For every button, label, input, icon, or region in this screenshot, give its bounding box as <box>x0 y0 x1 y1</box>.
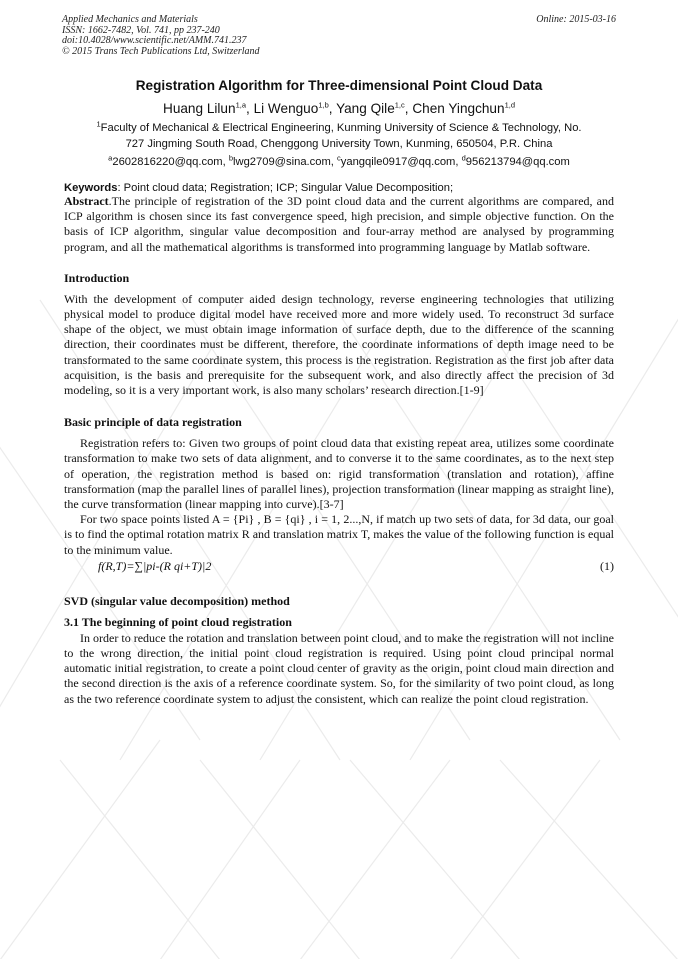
author-name: Chen Yingchun <box>412 101 505 116</box>
section-heading-svd: SVD (singular value decomposition) method <box>64 593 290 608</box>
author-sup: 1,c <box>394 100 405 110</box>
author-sup: 1,b <box>318 100 329 110</box>
basic-paragraph-2: For two space points listed A = {Pi} , B = {qi} , i = 1, 2...,N, if match up two sets of data, for 3d data, our goal is to find the optimal rotation matrix R and translation matrix T, makes the value of the following function is equal to the minimum value. <box>64 512 614 557</box>
email-link[interactable]: 2602816220@qq.com, <box>112 156 229 168</box>
section-heading-basic-principle: Basic principle of data registration <box>64 415 242 430</box>
paper-title: Registration Algorithm for Three-dimensional Point Cloud Data <box>135 78 543 93</box>
journal-name: Applied Mechanics and Materials <box>62 14 198 25</box>
author-sup: 1,a <box>235 100 246 110</box>
equation-number: (1) <box>600 558 614 573</box>
keywords-text: : Point cloud data; Registration; ICP; Singular Value Decomposition; <box>117 182 454 194</box>
svd-paragraph: In order to reduce the rotation and translation between point cloud, and to make the registration will not incline to the wrong direction, the initial point cloud registration is required. Using point cloud principal normal automatic initial registration, to create a point cloud center of gravity as the origin, point cloud main direction and the second direction is the axis of a reference coordinate system. So, for the similarity of two point cloud, as long as the two reference coordinate system to adjust the consistent, which can realize the point cloud registration. <box>64 630 614 706</box>
equation-expression: f(R,T)=∑|pi-(R qi+T)|2 <box>98 558 212 573</box>
introduction-paragraph: With the development of computer aided design technology, reverse engineering technologies that utilizing physical model to produce digital model have received more and more widely used. To reconstruct 3d surface shape of the object, we must obtain image information of surface depth, due to the difference of the scanning direction, their coordinates must be different, therefore, the coordinate informations of depth image need to be transformated to the same coordinate system, this process is the registration. Registration as the first job after data acquisition, is the basis and prerequisite for the subsequent work, and also directly affect the precision of 3d modeling, so it is a very important work, is also many scholars’ research direction.[1-9] <box>64 291 614 398</box>
email-sup: a <box>108 153 113 163</box>
journal-header <box>62 15 260 57</box>
equation-1 <box>64 558 614 574</box>
issn-line: ISSN: 1662-7482, Vol. 741, pp 237-240 <box>62 24 220 36</box>
keywords <box>64 182 614 194</box>
author-sup: 1,d <box>504 100 515 110</box>
subsection-heading-3-1: 3.1 The beginning of point cloud registration <box>64 614 292 629</box>
email-link[interactable]: 956213794@qq.com <box>465 156 570 168</box>
email-sup: c <box>337 153 341 163</box>
abstract-text: .The principle of registration of the 3D point cloud data and the current algorithms are compared, and ICP algorithm is chosen since its fast convergence speed, high precision, and simple objective function. On the basis of ICP algorithm, singular value decomposition and four-array method are analysed by programming program, and all the mathematical algorithms is transformed into programming language by Matlab software. <box>64 194 614 254</box>
email-sup: b <box>228 153 233 163</box>
email-link[interactable]: lwg2709@sina.com, <box>233 156 338 168</box>
abstract <box>64 194 614 255</box>
copyright-line: © 2015 Trans Tech Publications Ltd, Switzerland <box>62 45 260 57</box>
affiliation <box>64 120 614 152</box>
keywords-label: Keywords <box>64 182 118 194</box>
online-date: Online: 2015-03-16 <box>536 14 616 25</box>
abstract-label: Abstract <box>64 194 109 208</box>
author-name: Huang Lilun <box>163 101 236 116</box>
basic-paragraph-1: Registration refers to: Given two groups of point cloud data that existing repeat area, utilizes some coordinate transformation to make two sets of data alignment, and to converse it to the same coordinates, as to the next step of operation, the registration method is based on: rigid transformation (translation and rotation), affine transformation (map the parallel lines of parallel lines), projection transformation (linear mapping as straight line), the curve transformation (linear mapping into curve).[3-7] <box>64 436 614 512</box>
affiliation-sup: 1 <box>96 119 101 129</box>
affiliation-line-2: 727 Jingming South Road, Chenggong University Town, Kunming, 650504, P.R. China <box>125 138 553 150</box>
author-name: Li Wenguo <box>253 101 319 116</box>
email-list <box>64 153 614 168</box>
email-link[interactable]: yangqile0917@qq.com, <box>340 156 462 168</box>
author-name: Yang Qile <box>336 101 395 116</box>
doi-line: doi:10.4028/www.scientific.net/AMM.741.237 <box>62 35 247 46</box>
paper-content <box>64 78 614 707</box>
email-sup: d <box>461 153 466 163</box>
author-list: Huang Lilun$^{1,a}$, Li Wenguo$^{1,b}$, Yang Qile$^{1,c}$, Chen Yingchun$^{1,d}$ <box>163 100 515 116</box>
affiliation-line-1: Faculty of Mechanical & Electrical Engineering, Kunming University of Science & Technology, No. <box>100 122 582 134</box>
section-heading-introduction: Introduction <box>64 270 130 285</box>
